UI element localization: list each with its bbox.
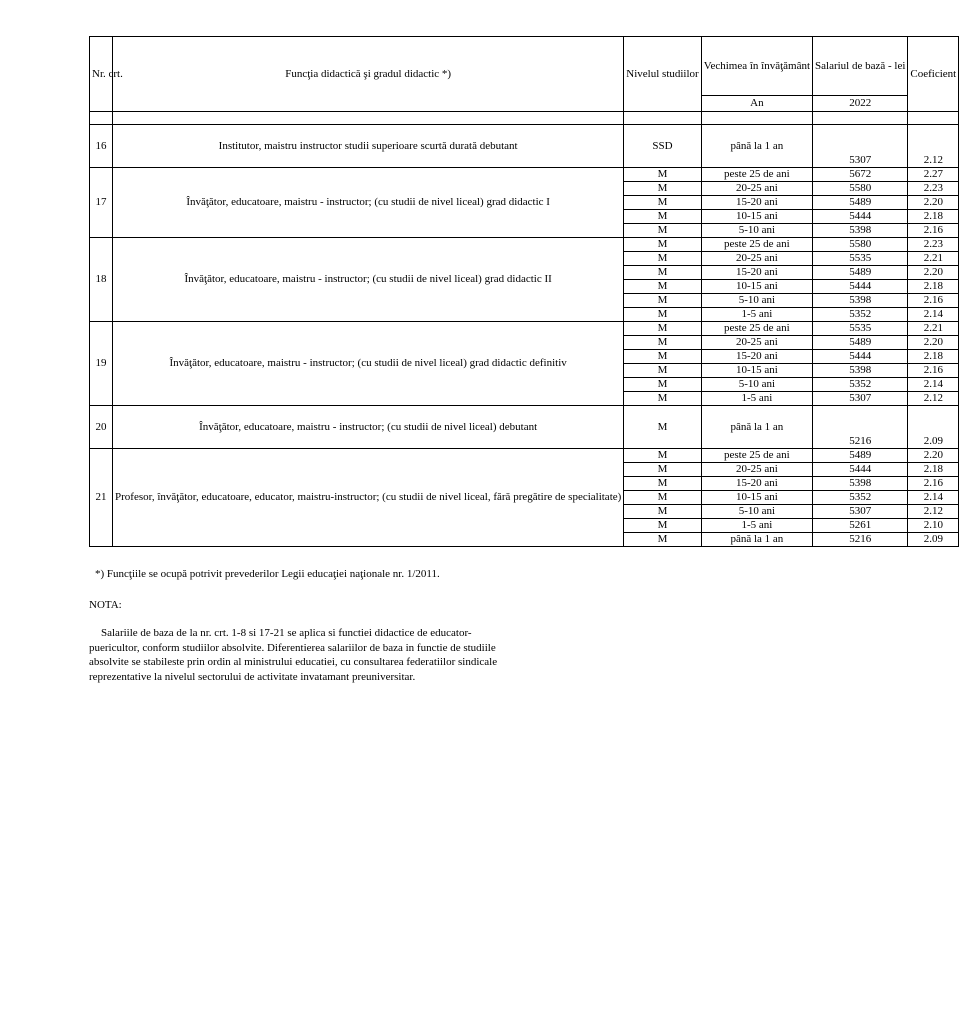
seniority-cell: 20-25 ani — [701, 336, 812, 350]
study-level-cell: M — [624, 280, 701, 294]
coefficient-cell: 2.23 — [908, 182, 959, 196]
base-salary-cell: 5489 — [813, 336, 908, 350]
function-description: Învăţător, educatoare, maistru - instructor; (cu studii de nivel liceal) debutant — [113, 406, 624, 449]
function-description: Institutor, maistru instructor studii superioare scurtă durată debutant — [113, 125, 624, 168]
base-salary-cell: 5444 — [813, 350, 908, 364]
coefficient-cell: 2.12 — [908, 392, 959, 406]
seniority-cell: 10-15 ani — [701, 280, 812, 294]
seniority-cell: până la 1 an — [701, 125, 812, 168]
footnote: *) Funcţiile se ocupă potrivit prevederilor Legii educaţiei naţionale nr. 1/2011. — [95, 568, 440, 580]
base-salary-cell: 5352 — [813, 491, 908, 505]
coefficient-cell: 2.18 — [908, 463, 959, 477]
coefficient-cell: 2.20 — [908, 266, 959, 280]
seniority-cell: 15-20 ani — [701, 350, 812, 364]
study-level-cell: M — [624, 449, 701, 463]
seniority-cell: 5-10 ani — [701, 378, 812, 392]
coefficient-cell: 2.12 — [908, 505, 959, 519]
coefficient-cell: 2.09 — [908, 533, 959, 547]
seniority-cell: peste 25 de ani — [701, 168, 812, 182]
study-level-cell: M — [624, 350, 701, 364]
table-row — [90, 125, 959, 168]
coefficient-cell: 2.14 — [908, 491, 959, 505]
base-salary-cell: 5398 — [813, 224, 908, 238]
table-row — [90, 168, 959, 182]
base-salary-cell: 5307 — [813, 125, 908, 168]
coefficient-cell: 2.16 — [908, 364, 959, 378]
row-number: 21 — [90, 449, 113, 547]
base-salary-cell: 5672 — [813, 168, 908, 182]
nota-title: NOTA: — [89, 599, 122, 611]
coefficient-cell: 2.18 — [908, 210, 959, 224]
base-salary-cell: 5398 — [813, 294, 908, 308]
base-salary-cell: 5307 — [813, 505, 908, 519]
seniority-cell: 1-5 ani — [701, 308, 812, 322]
base-salary-cell: 5444 — [813, 210, 908, 224]
base-salary-cell: 5580 — [813, 238, 908, 252]
study-level-cell: M — [624, 168, 701, 182]
coefficient-cell: 2.18 — [908, 350, 959, 364]
seniority-cell: 5-10 ani — [701, 294, 812, 308]
seniority-cell: 1-5 ani — [701, 392, 812, 406]
header-nivel: Nivelul studiilor — [624, 37, 701, 112]
base-salary-cell: 5398 — [813, 477, 908, 491]
salary-table — [89, 36, 959, 547]
base-salary-cell: 5352 — [813, 378, 908, 392]
coefficient-cell: 2.10 — [908, 519, 959, 533]
study-level-cell: M — [624, 308, 701, 322]
seniority-cell: 10-15 ani — [701, 364, 812, 378]
seniority-cell: peste 25 de ani — [701, 449, 812, 463]
header-an-value: 2022 — [813, 96, 908, 112]
base-salary-cell: 5444 — [813, 280, 908, 294]
header-an-label: An — [701, 96, 812, 112]
seniority-cell: 15-20 ani — [701, 196, 812, 210]
coefficient-cell: 2.12 — [908, 125, 959, 168]
study-level-cell: M — [624, 477, 701, 491]
table-row — [90, 322, 959, 336]
header-nr: Nr. crt. — [90, 37, 113, 112]
study-level-cell: M — [624, 224, 701, 238]
header-coeficient: Coeficient — [908, 37, 959, 112]
nota-text: Salariile de baza de la nr. crt. 1-8 si 17-21 se aplica si functiei didactice de educator-puericultor, conform studiilor absolvite. Diferentierea salariilor de baza in functie de studiile absolvite se stabileste prin ordin al ministrului educatiei, cu consultarea federatiilor sindicale reprezentative la nivelul sectorului de activitate invatamant preuniversitar. — [89, 627, 498, 683]
seniority-cell: 1-5 ani — [701, 519, 812, 533]
coefficient-cell: 2.20 — [908, 196, 959, 210]
base-salary-cell: 5535 — [813, 322, 908, 336]
header-salariu: Salariul de bază - lei — [813, 37, 908, 96]
table-row — [90, 449, 959, 463]
study-level-cell: M — [624, 463, 701, 477]
study-level-cell: M — [624, 406, 701, 449]
header-functia: Funcţia didactică şi gradul didactic *) — [113, 37, 624, 112]
row-number: 20 — [90, 406, 113, 449]
study-level-cell: M — [624, 252, 701, 266]
table-row — [90, 238, 959, 252]
base-salary-cell: 5261 — [813, 519, 908, 533]
coefficient-cell: 2.23 — [908, 238, 959, 252]
study-level-cell: M — [624, 336, 701, 350]
base-salary-cell: 5535 — [813, 252, 908, 266]
coefficient-cell: 2.27 — [908, 168, 959, 182]
coefficient-cell: 2.20 — [908, 449, 959, 463]
coefficient-cell: 2.21 — [908, 252, 959, 266]
base-salary-cell: 5489 — [813, 196, 908, 210]
coefficient-cell: 2.18 — [908, 280, 959, 294]
study-level-cell: M — [624, 519, 701, 533]
seniority-cell: până la 1 an — [701, 533, 812, 547]
base-salary-cell: 5352 — [813, 308, 908, 322]
base-salary-cell: 5307 — [813, 392, 908, 406]
base-salary-cell: 5489 — [813, 449, 908, 463]
study-level-cell: M — [624, 322, 701, 336]
seniority-cell: peste 25 de ani — [701, 238, 812, 252]
function-description: Profesor, învăţător, educatoare, educator, maistru-instructor; (cu studii de nivel liceal, fără pregătire de specialitate) — [113, 449, 624, 547]
row-number: 18 — [90, 238, 113, 322]
coefficient-cell: 2.09 — [908, 406, 959, 449]
seniority-cell: 5-10 ani — [701, 505, 812, 519]
base-salary-cell: 5580 — [813, 182, 908, 196]
coefficient-cell: 2.14 — [908, 378, 959, 392]
seniority-cell: 20-25 ani — [701, 182, 812, 196]
function-description: Învăţător, educatoare, maistru - instructor; (cu studii de nivel liceal) grad didactic II — [113, 238, 624, 322]
study-level-cell: M — [624, 533, 701, 547]
study-level-cell: M — [624, 505, 701, 519]
seniority-cell: 10-15 ani — [701, 491, 812, 505]
row-number: 16 — [90, 125, 113, 168]
row-number: 19 — [90, 322, 113, 406]
seniority-cell: 15-20 ani — [701, 266, 812, 280]
study-level-cell: M — [624, 364, 701, 378]
study-level-cell: M — [624, 392, 701, 406]
base-salary-cell: 5398 — [813, 364, 908, 378]
seniority-cell: peste 25 de ani — [701, 322, 812, 336]
header-vechime: Vechimea în învăţământ — [701, 37, 812, 96]
base-salary-cell: 5216 — [813, 406, 908, 449]
base-salary-cell: 5444 — [813, 463, 908, 477]
seniority-cell: 20-25 ani — [701, 252, 812, 266]
study-level-cell: M — [624, 196, 701, 210]
study-level-cell: M — [624, 266, 701, 280]
header-spacer-row — [90, 112, 959, 125]
table-row — [90, 406, 959, 449]
base-salary-cell: 5489 — [813, 266, 908, 280]
seniority-cell: 10-15 ani — [701, 210, 812, 224]
row-number: 17 — [90, 168, 113, 238]
seniority-cell: 15-20 ani — [701, 477, 812, 491]
study-level-cell: M — [624, 182, 701, 196]
coefficient-cell: 2.16 — [908, 224, 959, 238]
coefficient-cell: 2.16 — [908, 294, 959, 308]
seniority-cell: până la 1 an — [701, 406, 812, 449]
function-description: Învăţător, educatoare, maistru - instructor; (cu studii de nivel liceal) grad didactic I — [113, 168, 624, 238]
function-description: Învăţător, educatoare, maistru - instructor; (cu studii de nivel liceal) grad didactic definitiv — [113, 322, 624, 406]
coefficient-cell: 2.20 — [908, 336, 959, 350]
study-level-cell: M — [624, 238, 701, 252]
coefficient-cell: 2.21 — [908, 322, 959, 336]
coefficient-cell: 2.14 — [908, 308, 959, 322]
coefficient-cell: 2.16 — [908, 477, 959, 491]
study-level-cell: M — [624, 378, 701, 392]
study-level-cell: M — [624, 210, 701, 224]
study-level-cell: M — [624, 491, 701, 505]
seniority-cell: 5-10 ani — [701, 224, 812, 238]
study-level-cell: SSD — [624, 125, 701, 168]
study-level-cell: M — [624, 294, 701, 308]
base-salary-cell: 5216 — [813, 533, 908, 547]
seniority-cell: 20-25 ani — [701, 463, 812, 477]
